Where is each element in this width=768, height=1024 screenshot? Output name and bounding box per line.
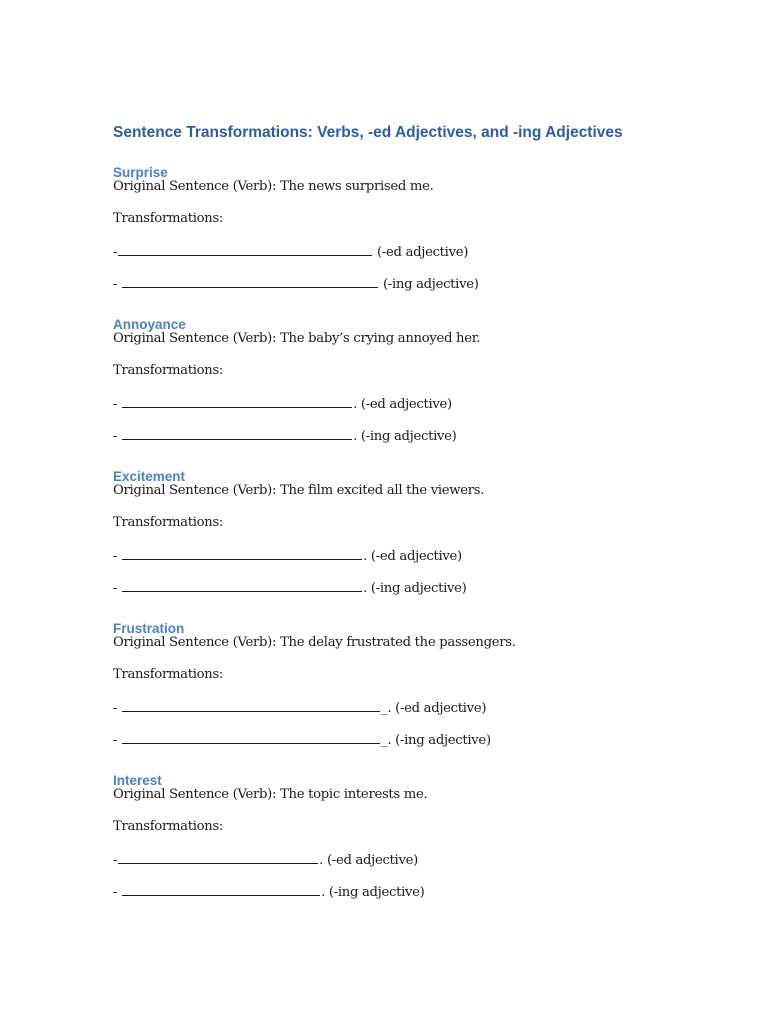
original-label: Original Sentence (Verb): (113, 331, 281, 346)
hint-ing: . (-ing adjective) (363, 581, 467, 596)
transformations-label: Transformations: (113, 667, 224, 682)
blank-ing[interactable] (122, 883, 320, 896)
hint-ed: . (-ed adjective) (363, 549, 462, 564)
section-heading: Frustration (113, 621, 185, 636)
hint-ed: . (-ed adjective) (319, 853, 418, 868)
original-sentence (113, 787, 427, 802)
original-label: Original Sentence (Verb): (113, 483, 281, 498)
hint-ing: . (-ing adjective) (353, 429, 457, 444)
transformations-label: Transformations: (113, 515, 224, 530)
answer-ing-line (113, 427, 457, 444)
answer-ed-line (113, 395, 452, 412)
hint-ing: _. (-ing adjective) (381, 733, 491, 748)
original-label: Original Sentence (Verb): (113, 635, 281, 650)
answer-ing-line (113, 883, 425, 900)
answer-ed-line (113, 547, 462, 564)
answer-ed-line (113, 851, 418, 868)
blank-ed[interactable] (122, 547, 362, 560)
page-title: Sentence Transformations: Verbs, -ed Adjectives, and -ing Adjectives (113, 124, 623, 141)
blank-ing[interactable] (122, 579, 362, 592)
section-heading: Surprise (113, 165, 168, 180)
bullet-dash: - (113, 581, 122, 596)
transformations-label: Transformations: (113, 363, 224, 378)
bullet-dash: - (113, 429, 122, 444)
section-heading: Excitement (113, 469, 186, 484)
blank-ed[interactable] (122, 699, 380, 712)
original-text: The delay frustrated the passengers. (280, 635, 516, 650)
bullet-dash: - (113, 245, 118, 260)
transformations-label: Transformations: (113, 211, 224, 226)
hint-ed: (-ed adjective) (373, 245, 469, 260)
transformations-label: Transformations: (113, 819, 224, 834)
hint-ing: (-ing adjective) (379, 277, 479, 292)
answer-ing-line (113, 275, 479, 292)
section-heading: Interest (113, 773, 162, 788)
hint-ed: _. (-ed adjective) (381, 701, 487, 716)
bullet-dash: - (113, 277, 122, 292)
answer-ed-line (113, 699, 486, 716)
blank-ing[interactable] (122, 275, 378, 288)
bullet-dash: - (113, 701, 122, 716)
blank-ed[interactable] (118, 243, 372, 256)
blank-ed[interactable] (118, 851, 318, 864)
answer-ing-line (113, 731, 491, 748)
original-sentence (113, 635, 516, 650)
original-text: The film excited all the viewers. (280, 483, 485, 498)
blank-ing[interactable] (122, 731, 380, 744)
blank-ing[interactable] (122, 427, 352, 440)
answer-ed-line (113, 243, 468, 260)
bullet-dash: - (113, 733, 122, 748)
original-label: Original Sentence (Verb): (113, 179, 281, 194)
answer-ing-line (113, 579, 467, 596)
original-sentence (113, 179, 434, 194)
original-sentence (113, 331, 480, 346)
hint-ing: . (-ing adjective) (321, 885, 425, 900)
original-text: The news surprised me. (280, 179, 434, 194)
bullet-dash: - (113, 397, 122, 412)
original-sentence (113, 483, 484, 498)
hint-ed: . (-ed adjective) (353, 397, 452, 412)
bullet-dash: - (113, 549, 122, 564)
original-label: Original Sentence (Verb): (113, 787, 281, 802)
section-heading: Annoyance (113, 317, 186, 332)
bullet-dash: - (113, 853, 118, 868)
bullet-dash: - (113, 885, 122, 900)
original-text: The baby’s crying annoyed her. (280, 331, 481, 346)
original-text: The topic interests me. (280, 787, 428, 802)
blank-ed[interactable] (122, 395, 352, 408)
